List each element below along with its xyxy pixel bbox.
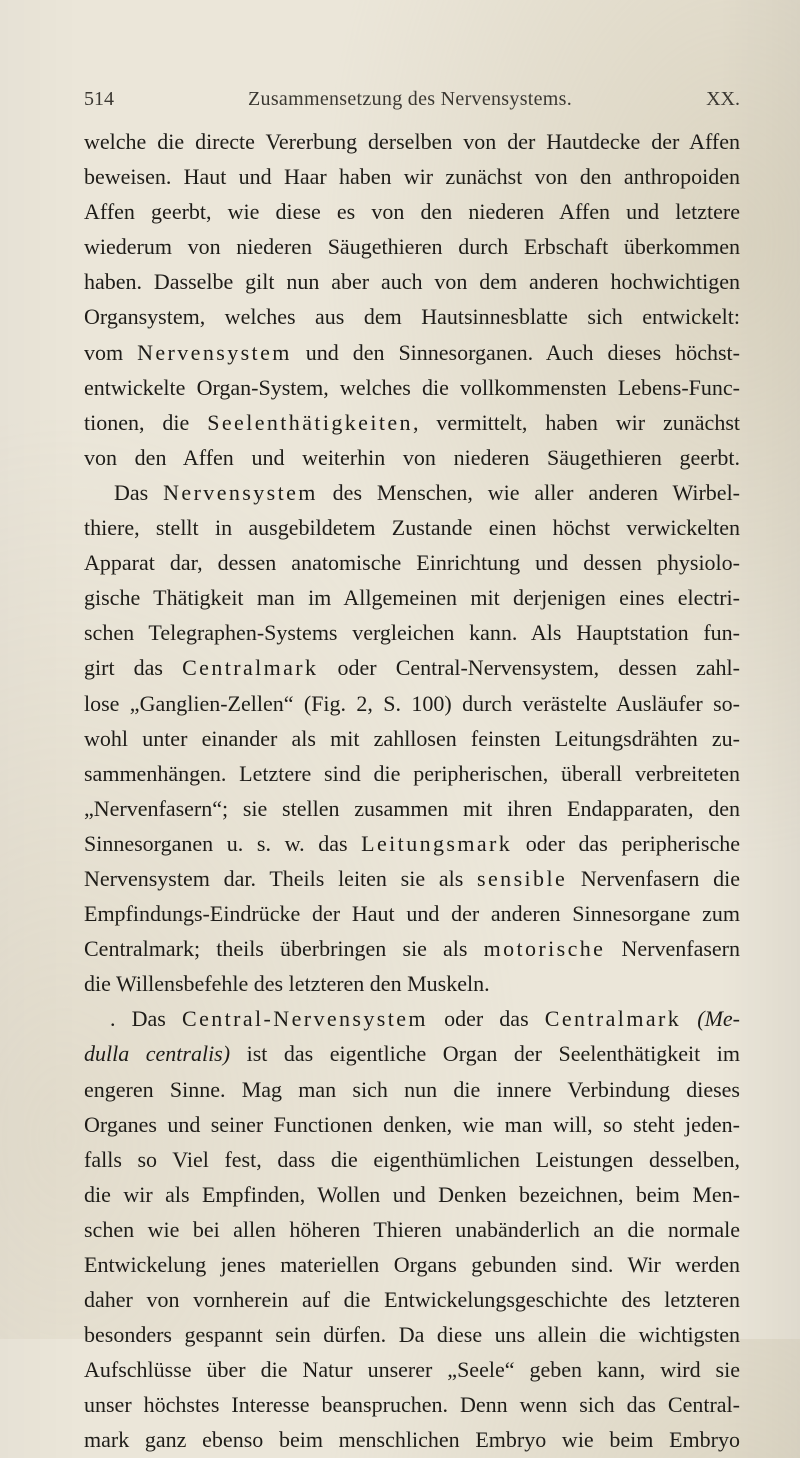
text-line: falls so Viel fest, dass die eigenthümlichen Leistungen desselben, [84, 1146, 740, 1172]
text-line: Organsystem, welches aus dem Hautsinnesblatte sich entwickelt: [84, 304, 740, 330]
text-run: oder das [427, 1006, 545, 1032]
spaced-term: sensible [477, 865, 568, 891]
text-line: schen Telegraphen-Systems vergleichen kann. Als Hauptstation fun- [84, 620, 740, 646]
text-line: engeren Sinne. Mag man sich nun die innere Verbindung dieses [84, 1076, 740, 1102]
text-line: besonders gespannt sein dürfen. Da diese uns allein die wichtigsten [84, 1322, 740, 1348]
text-run: tionen, die [84, 409, 208, 435]
text-run: Sinnesorganen u. s. w. das [84, 830, 362, 856]
text-run: und den Sinnesorganen. Auch dieses höchst- [291, 339, 740, 365]
text-line: wiederum von niederen Säugethieren durch Erbschaft überkommen [84, 234, 740, 260]
spaced-term: Centralmark [544, 1006, 682, 1032]
text-line: die Willensbefehle des letzteren den Muskeln. [84, 971, 490, 997]
text-line: mark ganz ebenso beim menschlichen Embryo wie beim Embryo [84, 1427, 740, 1453]
text-run: , vermittelt, haben wir zunächst [412, 409, 740, 435]
text-line [84, 1036, 740, 1071]
text-line: Apparat dar, dessen anatomische Einrichtung und dessen physiolo- [84, 550, 740, 576]
text-line [84, 335, 740, 370]
text-run: oder das peripherische [512, 830, 740, 856]
text-line [84, 1001, 740, 1036]
text-line [84, 826, 740, 861]
italic-term: dulla centralis) [84, 1041, 231, 1067]
text-run: . Das [110, 1006, 182, 1032]
spaced-term: Central-Nervensystem [182, 1006, 428, 1032]
running-title: Zusammensetzung des Nervensystems. [248, 88, 573, 110]
body-text [84, 124, 740, 1458]
text-line: lose „Ganglien-Zellen“ (Fig. 2, S. 100) durch verästelte Ausläufer so- [84, 690, 740, 716]
text-line [84, 931, 740, 966]
text-line: „Nervenfasern“; sie stellen zusammen mit ihren Endapparaten, den [84, 795, 740, 821]
spaced-term: Centralmark [182, 655, 319, 681]
text-line: sammenhängen. Letztere sind die peripherischen, überall verbreiteten [84, 760, 740, 786]
text-line: welche die directe Vererbung derselben von der Hautdecke der Affen [84, 129, 740, 154]
text-run: Das [114, 479, 164, 505]
spaced-term: Leitungsmark [361, 830, 513, 856]
text-line [84, 475, 740, 510]
text-line: Organes und seiner Functionen denken, wie man will, so steht jeden- [84, 1111, 740, 1137]
text-line: entwickelte Organ-System, welches die vollkommensten Lebens-Func- [84, 374, 740, 400]
text-line: Aufschlüsse über die Natur unserer „Seele“ geben kann, wird sie [84, 1357, 740, 1383]
text-line: unser höchstes Interesse beanspruchen. Denn wenn sich das Central- [84, 1392, 740, 1418]
text-line: von den Affen und weiterhin von niederen Säugethieren geerbt. [84, 444, 740, 470]
text-run: Nervenfasern die [567, 865, 740, 891]
running-header [84, 88, 740, 120]
text-run: Nervenfasern [605, 936, 740, 962]
text-line: Affen geerbt, wie diese es von den niederen Affen und letztere [84, 199, 740, 225]
text-line: gische Thätigkeit man im Allgemeinen mit derjenigen eines electri- [84, 585, 740, 611]
text-line: Empfindungs-Eindrücke der Haut und der anderen Sinnesorgane zum [84, 901, 740, 927]
text-run: oder Central-Nervensystem, dessen zahl- [318, 655, 740, 681]
text-line: daher von vornherein auf die Entwickelungsgeschichte des letzteren [84, 1287, 740, 1313]
text-run: ist das eigentliche Organ der Seelenthätigkeit im [230, 1041, 740, 1067]
spaced-term: motorische [483, 936, 606, 962]
text-run: vom [84, 339, 138, 365]
text-line: die wir als Empfinden, Wollen und Denken bezeichnen, beim Men- [84, 1181, 740, 1207]
text-line [84, 405, 740, 440]
text-line: schen wie bei allen höheren Thieren unabänderlich an die normale [84, 1216, 740, 1242]
spaced-term: Nervensystem [163, 479, 318, 505]
text-run: Nervensystem dar. Theils leiten sie als [84, 865, 478, 891]
spaced-term: Seelenthätigkeiten [207, 409, 413, 435]
spaced-term: Nervensystem [137, 339, 292, 365]
text-line: beweisen. Haut und Haar haben wir zunächst von den anthropoiden [84, 164, 740, 190]
chapter-number: XX. [706, 88, 740, 110]
italic-term: (Me- [681, 1006, 740, 1032]
text-run: girt das [84, 655, 183, 681]
text-line [84, 650, 740, 685]
page-number: 514 [84, 88, 114, 110]
text-run: Centralmark; theils überbringen sie als [84, 936, 484, 962]
text-line: thiere, stellt in ausgebildetem Zustande einen höchst verwickelten [84, 515, 740, 541]
text-line: wohl unter einander als mit zahllosen feinsten Leitungsdrähten zu- [84, 725, 740, 751]
text-line: haben. Dasselbe gilt nun aber auch von dem anderen hochwichtigen [84, 269, 740, 295]
text-line: Entwickelung jenes materiellen Organs gebunden sind. Wir werden [84, 1252, 740, 1277]
text-line [84, 861, 740, 896]
text-run: des Menschen, wie aller anderen Wirbel- [317, 479, 740, 505]
